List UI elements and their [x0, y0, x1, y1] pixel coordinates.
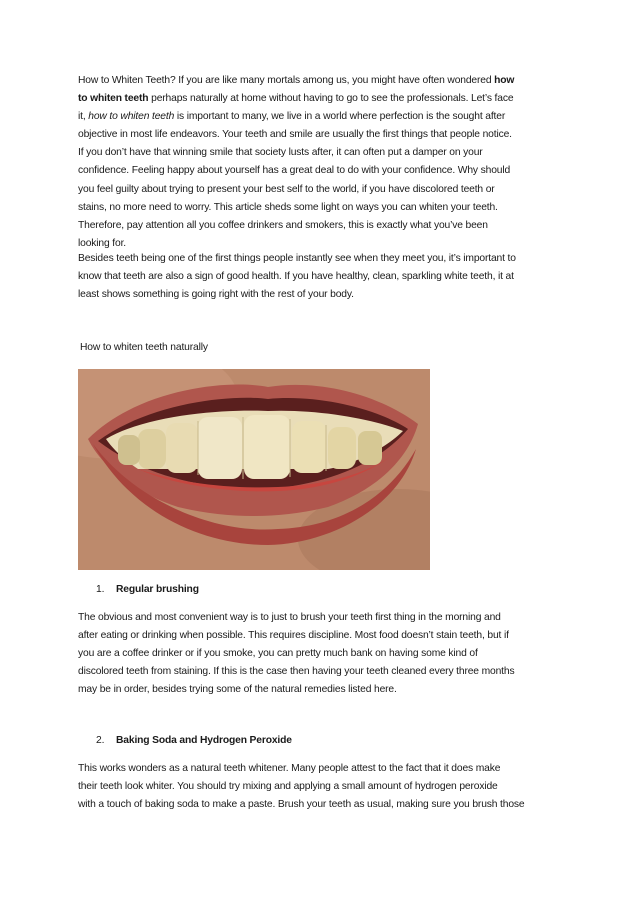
- intro-paragraph: [78, 72, 562, 253]
- smile-photo: [78, 369, 430, 570]
- intro-line: Therefore, pay attention all you coffee drinkers and smokers, this is exactly what you’ve been: [78, 219, 488, 231]
- intro-line: perhaps naturally at home without having to go to see the professionals. Let’s face: [148, 93, 514, 105]
- paragraph-line: This works wonders as a natural teeth whitener. Many people attest to the fact that it does make: [78, 763, 501, 774]
- baking-soda-paragraph: [78, 760, 562, 814]
- intro-line: If you don’t have that winning smile that society lusts after, it can often put a damper on your: [78, 147, 483, 159]
- keyword-italic: how to whiten teeth: [88, 111, 175, 123]
- intro-line: is important to many, we live in a world where perfection is the sought after: [174, 111, 506, 123]
- brushing-paragraph: [78, 609, 562, 699]
- paragraph-line: The obvious and most convenient way is to just to brush your teeth first thing in the morning and: [78, 612, 501, 623]
- intro-line: it,: [78, 111, 89, 123]
- intro-line: How to Whiten Teeth? If you are like many mortals among us, you might have often wondered: [78, 75, 495, 86]
- paragraph-line: after eating or drinking when possible. This requires discipline. Most food doesn’t stain teeth, but if: [78, 630, 509, 642]
- intro-line: confidence. Feeling happy about yourself has a great deal to do with your confidence. Why should: [78, 165, 511, 177]
- paragraph-line: with a touch of baking soda to make a paste. Brush your teeth as usual, making sure you brush those: [78, 799, 525, 811]
- keyword-bold: how: [494, 75, 515, 86]
- paragraph-line: you are a coffee drinker or if you smoke, you can pretty much bank on having some kind of: [78, 648, 478, 660]
- health-paragraph: [78, 250, 562, 304]
- paragraph-line: know that teeth are also a sign of good health. If you have healthy, clean, sparkling white teeth, it at: [78, 271, 514, 283]
- section-heading: How to whiten teeth naturally: [80, 342, 208, 353]
- paragraph-line: their teeth look whiter. You should try mixing and applying a small amount of hydrogen peroxide: [78, 781, 498, 793]
- list-item-regular-brushing: [96, 584, 199, 595]
- list-number: 1.: [96, 584, 105, 595]
- list-item-title: Regular brushing: [116, 584, 199, 595]
- intro-line: stains, no more need to worry. This article sheds some light on ways you can whiten your teeth.: [78, 201, 498, 213]
- paragraph-line: discolored teeth from staining. If this is the case then having your teeth cleaned every three months: [78, 666, 515, 678]
- paragraph-line: least shows something is going right with the rest of your body.: [78, 289, 354, 301]
- list-item-baking-soda: [96, 735, 292, 746]
- list-item-title: Baking Soda and Hydrogen Peroxide: [116, 735, 292, 746]
- keyword-bold: to whiten teeth: [78, 93, 149, 105]
- paragraph-line: Besides teeth being one of the first things people instantly see when they meet you, it’s important to: [78, 253, 516, 264]
- list-number: 2.: [96, 735, 105, 746]
- intro-line: looking for.: [78, 237, 127, 249]
- intro-line: you feel guilty about trying to present your best self to the world, if you have discolored teeth or: [78, 183, 495, 195]
- intro-line: objective in most life endeavors. Your teeth and smile are usually the first things that people notice.: [78, 129, 512, 141]
- paragraph-line: may be in order, besides trying some of the natural remedies listed here.: [78, 684, 397, 696]
